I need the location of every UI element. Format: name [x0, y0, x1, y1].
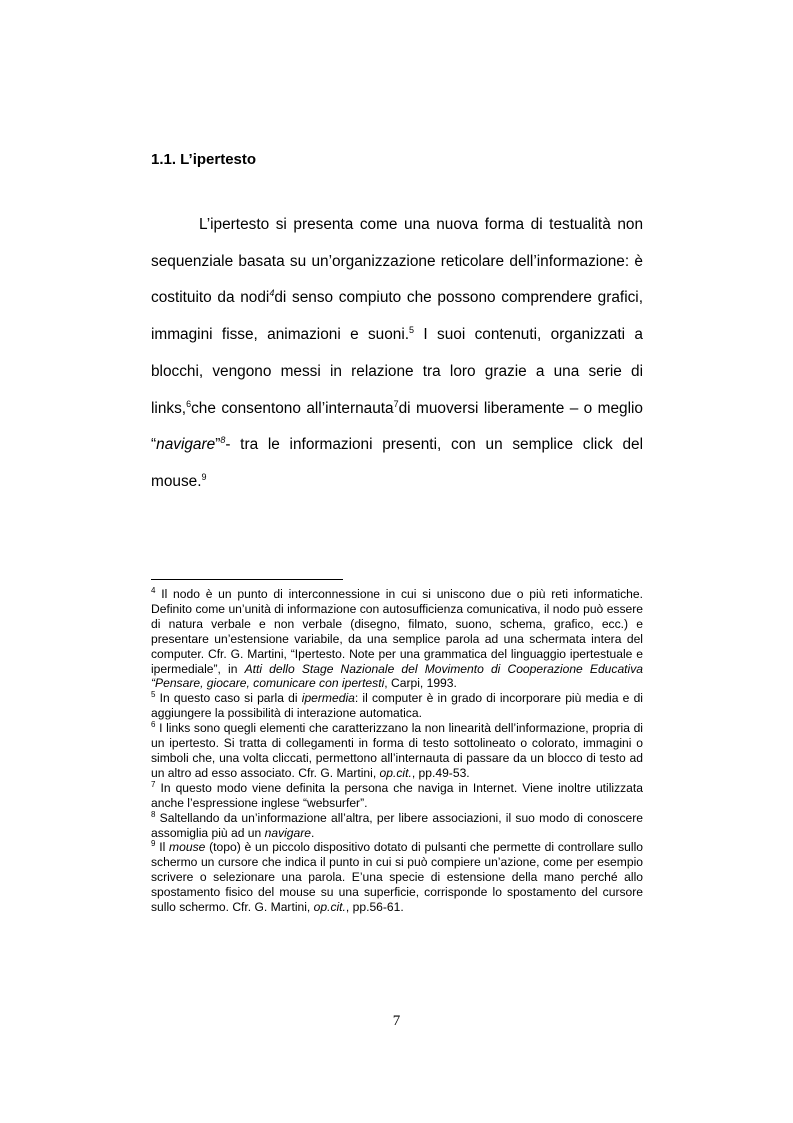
footnote-7 [151, 781, 643, 811]
body-text: che consentono all’internauta [191, 399, 394, 417]
footnote-text: (topo) è un piccolo dispositivo dotato di pulsanti che permette di controllare sullo schermo un cursore che indica il punto in cui si può compiere un’azione, come per esempio scrivere o selezionare una parola. E’una specie di estensione della mano perché allo spostamento fisico del mouse su una superficie, corrisponde lo spostamento del cursore sullo schermo. Cfr. G. Martini, [151, 840, 643, 915]
section-heading: 1.1. L’ipertesto [151, 151, 257, 168]
footnote-text: , pp.49-53. [411, 765, 470, 780]
footnote-mark: 8 [151, 809, 156, 819]
footnote-ref-7[interactable]: 7 [393, 398, 399, 409]
footnote-6 [151, 721, 643, 781]
footnote-text: , pp.56-61. [345, 900, 404, 915]
footnote-mark: 5 [151, 690, 156, 700]
footnote-mark: 4 [151, 586, 156, 595]
body-italic-navigare: navigare [156, 436, 216, 454]
footnotes-section [151, 587, 643, 915]
footnote-text: , Carpi, 1993. [384, 676, 457, 691]
footnote-4 [151, 587, 643, 691]
body-paragraph [151, 207, 643, 501]
footnote-text: Il nodo è un punto di interconnessione in cui si uniscono due o più reti informatiche. Definito come un’unità di informazione con autosufficienza comunicativa, il nodo può essere di natura verbale e non verbale (disegno, filmato, suono, schema, grafico, ecc.) e presentare un’estensione variabile, da una semplice parola ad una schermata intera del computer. Cfr. G. Martini, “Ipertesto. Note per una grammatica del linguaggio ipertestuale e ipermediale”, in [151, 587, 643, 676]
footnote-text: In questo modo viene definita la persona che naviga in Internet. Viene inoltre utilizzata anche l’espressione inglese “websurfer”. [151, 780, 643, 810]
body-text: - tra le informazioni presenti, con un semplice click del mouse. [151, 436, 643, 490]
footnote-ref-5[interactable]: 5 [409, 325, 415, 336]
footnote-italic: op.cit. [379, 765, 412, 780]
footnote-mark: 7 [151, 779, 156, 789]
page-number: 7 [392, 1013, 401, 1029]
footnote-italic: ipermedia [301, 691, 355, 706]
body-text: ” [215, 436, 221, 454]
footnote-italic: op.cit. [313, 900, 346, 915]
footnote-italic: mouse [169, 840, 206, 855]
footnote-text: In questo caso si parla di [155, 691, 302, 706]
body-text: L’ipertesto si presenta come una nuova forma di testualità non sequenziale basata su un’organizzazione reticolare dell’informazione: è costituito da nodi [151, 216, 643, 307]
footnote-italic: navigare [264, 825, 312, 840]
footnote-ref-9[interactable]: 9 [201, 471, 207, 482]
footnote-ref-6[interactable]: 6 [186, 398, 192, 409]
footnote-5 [151, 691, 643, 721]
footnote-mark: 9 [151, 839, 156, 849]
footnote-ref-4[interactable]: 4 [269, 288, 275, 299]
footnote-separator [151, 579, 343, 580]
footnote-italic: Atti dello Stage Nazionale del Movimento di Cooperazione Educativa “Pensare, giocare, comunicare con ipertesti [151, 661, 644, 691]
footnote-9 [151, 840, 643, 915]
footnote-text: I links sono quegli elementi che caratterizzano la non linearità dell’informazione, propria di un ipertesto. Si tratta di collegamenti in forma di testo sottolineato o colorato, immagini o simboli che, una volta cliccati, permettono all’internauta di passare da un blocco di testo ad un altro ad esso associato. Cfr. G. Martini, [151, 721, 643, 780]
footnote-mark: 6 [151, 720, 156, 730]
body-text: di senso compiuto che possono comprendere grafici, immagini fisse, animazioni e suoni. [151, 289, 644, 344]
body-text: di muoversi liberamente – o meglio “ [151, 399, 643, 454]
footnote-text: : il computer è in grado di incorporare più media e di aggiungere la possibilità di interazione automatica. [151, 691, 643, 721]
footnote-text: Il [155, 840, 170, 855]
footnote-ref-8[interactable]: 8 [220, 435, 226, 446]
body-text: I suoi contenuti, organizzati a blocchi, vengono messi in relazione tra loro grazie a una serie di links, [151, 326, 643, 417]
footnote-text: Saltellando da un’informazione all’altra, per libere associazioni, il suo modo di conoscere assomiglia più ad un [151, 810, 643, 840]
footnote-8 [151, 811, 643, 841]
footnote-text: . [311, 825, 315, 840]
